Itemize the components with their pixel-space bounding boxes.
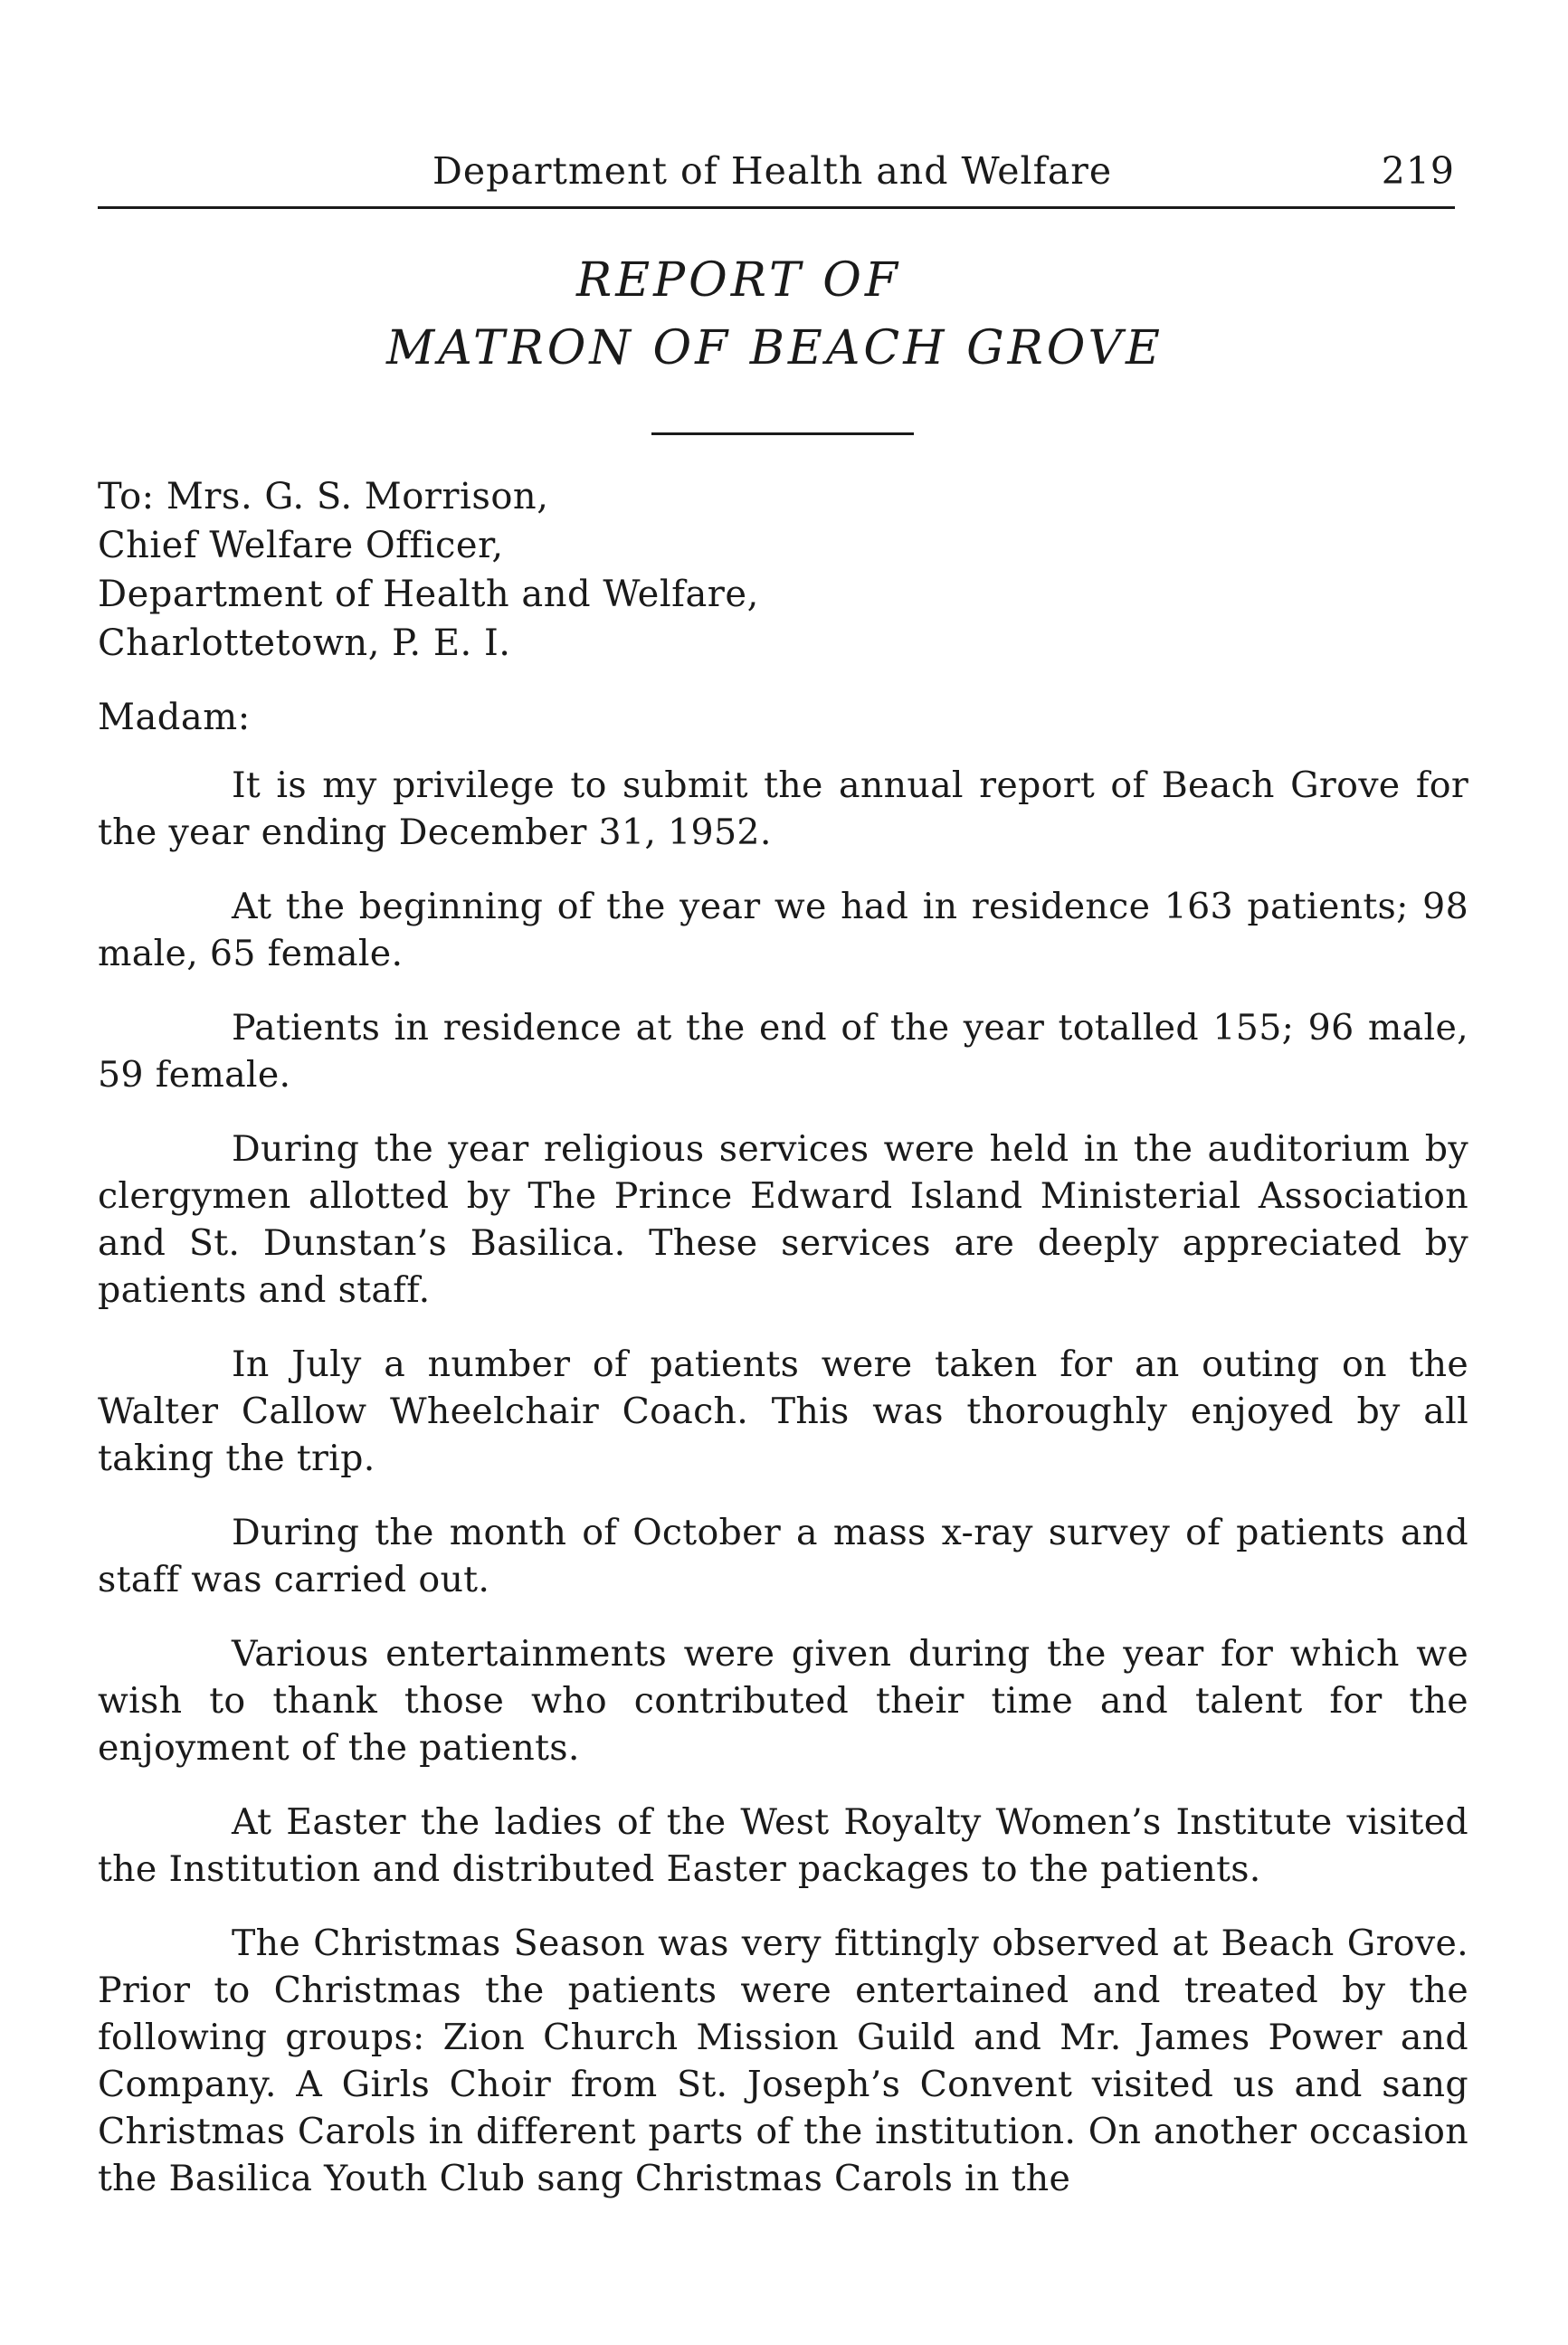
salutation: Madam: — [98, 697, 251, 738]
body-paragraph: During the year religious services were held in the auditorium by clergymen allotted by The Prince Edward Island Ministerial Association and St. Dunstan’s Basilica. These services are deeply appreciated by patients and staff. — [98, 1128, 1468, 1311]
header-rule — [98, 206, 1455, 209]
address-line: Department of Health and Welfare, — [98, 574, 759, 615]
body-paragraph: At Easter the ladies of the West Royalty Women’s Institute visited the Institution and distributed Easter packages to the patients. — [98, 1801, 1468, 1890]
report-body — [98, 762, 1468, 2229]
body-paragraph: During the month of October a mass x-ray survey of patients and staff was carried out. — [98, 1512, 1468, 1600]
address-block — [98, 472, 759, 668]
running-header — [98, 149, 1455, 204]
body-paragraph: The Christmas Season was very fittingly observed at Beach Grove. Prior to Christmas the patients were entertained and treated by the following groups: Zion Church Mission Guild and Mr. James Power and Company. A Girls Choir from St. Joseph’s Convent visited us and sang Christmas Carols in different parts of the institution. On another occasion the Basilica Youth Club sang Christmas Carols in the — [98, 1923, 1468, 2199]
body-paragraph: It is my privilege to submit the annual report of Beach Grove for the year ending December 31, 1952. — [98, 764, 1468, 853]
title-rule — [651, 432, 914, 435]
body-paragraph: Various entertainments were given during the year for which we wish to thank those who contributed their time and talent for the enjoyment of the patients. — [98, 1633, 1468, 1769]
address-line: To: Mrs. G. S. Morrison, — [98, 476, 549, 517]
report-title-line-1: REPORT OF — [576, 253, 901, 308]
address-line: Charlottetown, P. E. I. — [98, 622, 511, 664]
body-paragraph: In July a number of patients were taken for an outing on the Walter Callow Wheelchair Coach. This was thoroughly enjoyed by all taking the trip. — [98, 1343, 1468, 1479]
body-paragraph: At the beginning of the year we had in residence 163 patients; 98 male, 65 female. — [98, 886, 1468, 974]
address-line: Chief Welfare Officer, — [98, 525, 504, 566]
report-title-line-2: MATRON OF BEACH GROVE — [386, 321, 1164, 375]
page-number: 219 — [1381, 149, 1455, 193]
running-title: Department of Health and Welfare — [432, 149, 1113, 193]
body-paragraph: Patients in residence at the end of the year totalled 155; 96 male, 59 female. — [98, 1007, 1468, 1096]
